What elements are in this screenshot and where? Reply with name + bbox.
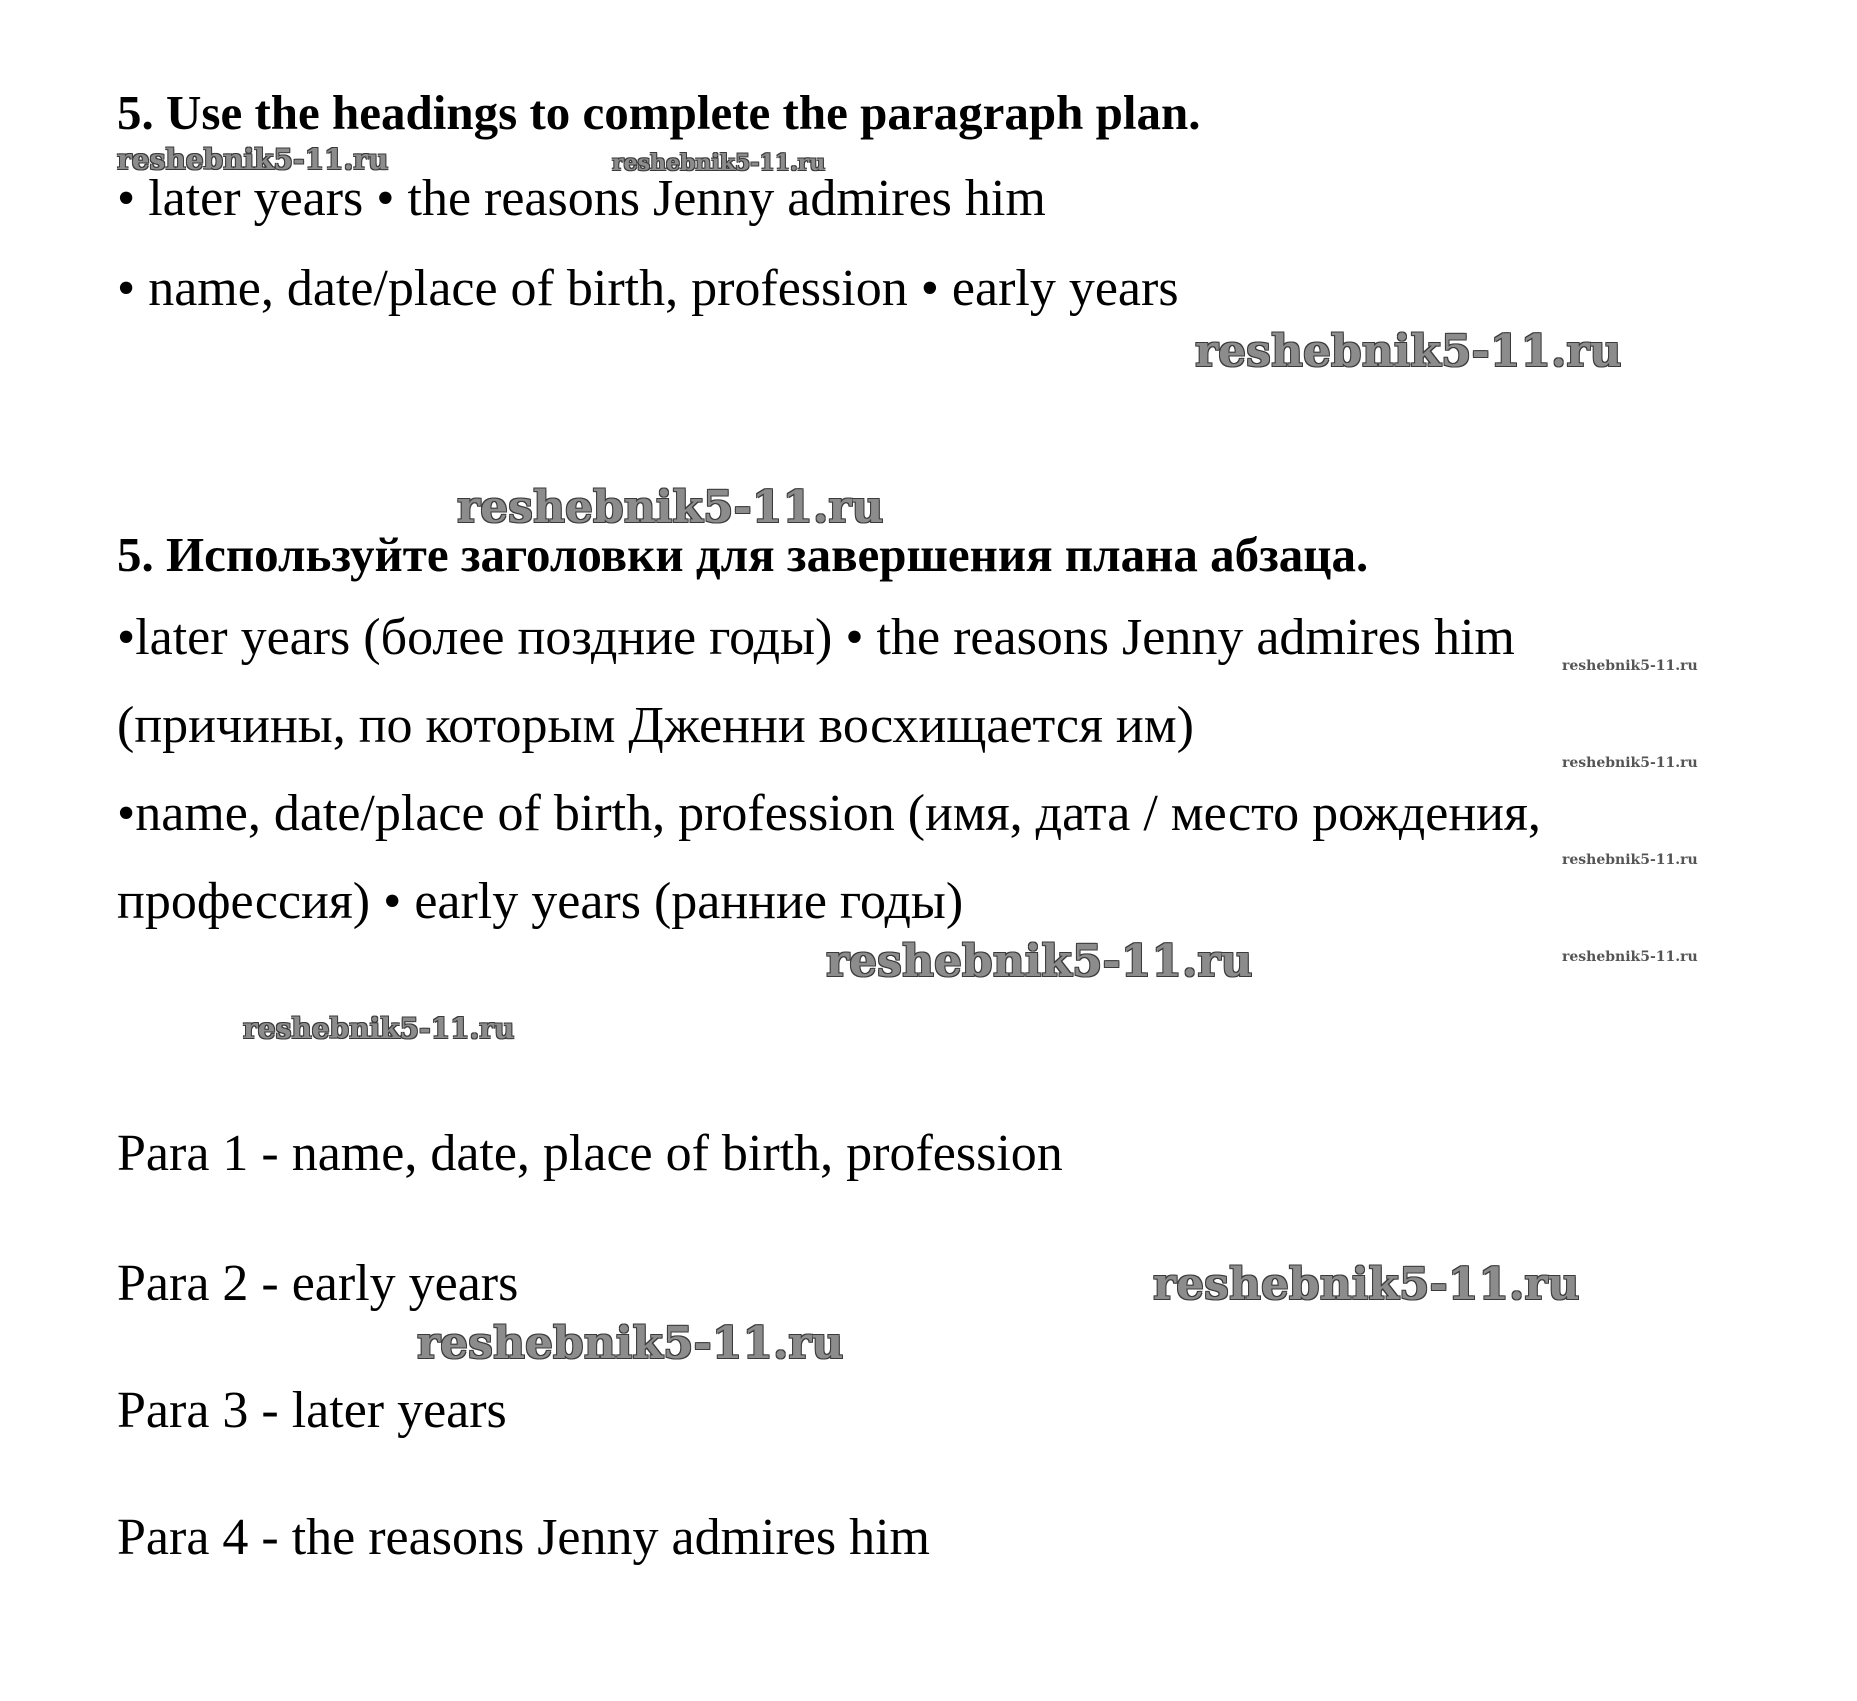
answer-para-3: Para 3 - later years <box>117 1382 507 1439</box>
task-options-line-3-ru: •name, date/place of birth, profession (имя, дата / место рождения, <box>117 785 1541 842</box>
task-options-line-1-en: • later years • the reasons Jenny admires him <box>117 170 1046 227</box>
watermark: reshebnik5-11.ru <box>417 1318 844 1369</box>
watermark: reshebnik5-11.ru <box>1153 1259 1580 1310</box>
watermark: reshebnik5-11.ru <box>117 143 389 176</box>
task-options-line-2-en: • name, date/place of birth, profession • early years <box>117 260 1179 317</box>
task-options-line-1-ru: •later years (более поздние годы) • the reasons Jenny admires him <box>117 609 1515 666</box>
watermark: reshebnik5-11.ru <box>1562 949 1698 965</box>
watermark: reshebnik5-11.ru <box>1195 326 1622 377</box>
watermark: reshebnik5-11.ru <box>243 1012 515 1045</box>
watermark: reshebnik5-11.ru <box>826 936 1253 987</box>
task-options-line-4-ru: профессия) • early years (ранние годы) <box>117 873 964 930</box>
answer-para-1: Para 1 - name, date, place of birth, profession <box>117 1125 1063 1182</box>
watermark: reshebnik5-11.ru <box>612 150 826 176</box>
task-heading-ru: 5. Используйте заголовки для завершения плана абзаца. <box>117 527 1369 582</box>
watermark: reshebnik5-11.ru <box>1562 755 1698 771</box>
task-heading-en: 5. Use the headings to complete the paragraph plan. <box>117 85 1201 140</box>
watermark: reshebnik5-11.ru <box>1562 852 1698 868</box>
watermark: reshebnik5-11.ru <box>1562 658 1698 674</box>
answer-para-4: Para 4 - the reasons Jenny admires him <box>117 1509 931 1566</box>
answer-para-2: Para 2 - early years <box>117 1255 519 1312</box>
watermark: reshebnik5-11.ru <box>457 482 884 533</box>
task-options-line-2-ru: (причины, по которым Дженни восхищается им) <box>117 697 1194 754</box>
